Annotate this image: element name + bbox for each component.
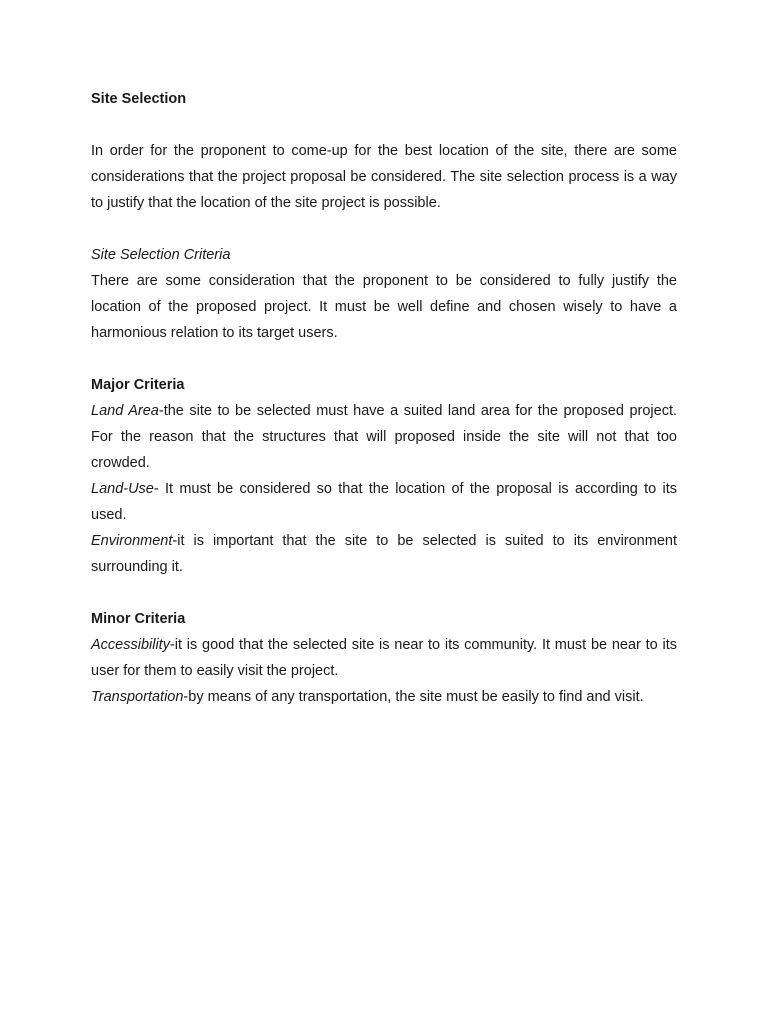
document-title: Site Selection <box>91 91 187 107</box>
criterion-text: -by means of any transportation, the site must be easily to find and visit. <box>183 689 644 705</box>
major-criterion-land-area <box>91 398 677 476</box>
major-criterion-land-use <box>91 476 677 528</box>
intro-paragraph: In order for the proponent to come-up for the best location of the site, there are some considerations that the project proposal be considered. The site selection process is a way to justify that the location of the site project is possible. <box>91 143 677 211</box>
spacer <box>91 346 677 372</box>
criterion-text: - It must be considered so that the location of the proposal is according to its used. <box>91 481 677 523</box>
minor-criterion-accessibility <box>91 632 677 684</box>
criteria-section-paragraph: There are some consideration that the proponent to be considered to fully justify the location of the proposed project. It must be well define and chosen wisely to have a harmonious relation to its target users. <box>91 273 677 341</box>
criterion-text: -it is good that the selected site is near to its community. It must be near to its user for them to easily visit the project. <box>91 637 677 679</box>
document-page <box>91 86 677 710</box>
criterion-text: -the site to be selected must have a suited land area for the proposed project. For the reason that the structures that will proposed inside the site will not that too crowded. <box>91 403 677 471</box>
spacer <box>91 580 677 606</box>
spacer <box>91 216 677 242</box>
criterion-term: Accessibility <box>91 637 170 653</box>
criterion-term: Environment <box>91 533 173 549</box>
criterion-term: Transportation <box>91 689 184 705</box>
spacer <box>91 112 677 138</box>
major-criterion-environment <box>91 528 677 580</box>
minor-criteria-heading: Minor Criteria <box>91 611 186 627</box>
minor-criterion-transportation <box>91 684 677 710</box>
criterion-text: -it is important that the site to be selected is suited to its environment surrounding it. <box>91 533 677 575</box>
criteria-section-heading: Site Selection Criteria <box>91 247 231 263</box>
major-criteria-heading: Major Criteria <box>91 377 185 393</box>
criterion-term: Land Area <box>91 403 159 419</box>
criterion-term: Land-Use <box>91 481 154 497</box>
